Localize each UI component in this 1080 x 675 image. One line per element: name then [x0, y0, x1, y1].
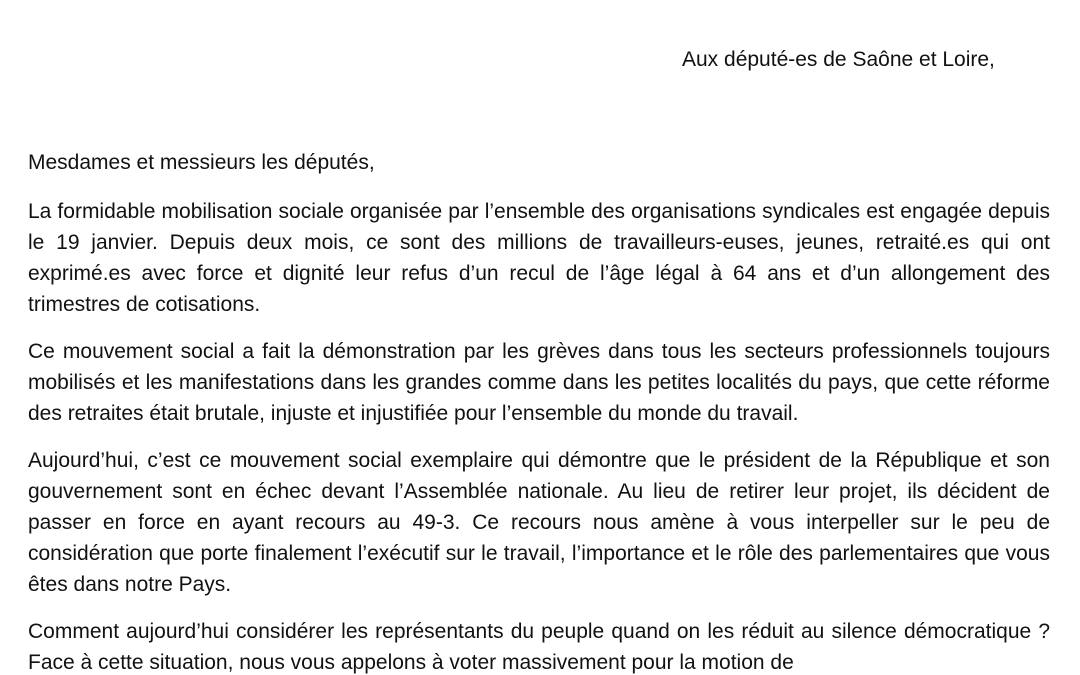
paragraph-comment: Comment aujourd’hui considérer les représentants du peuple quand on les réduit au silence démocratique ? Face à cette situation, nous vous appelons à voter massivement pour la motion de — [28, 620, 1050, 674]
paragraph-mobilisation: La formidable mobilisation sociale organisée par l’ensemble des organisations syndicales est engagée depuis le 19 janvier. Depuis deux mois, ce sont des millions de travailleurs-euses, jeunes, retraité.es qui ont exprimé.es avec force et dignité leur refus d’un recul de l’âge légal à 64 ans et d’un allongement des trimestres de cotisations. — [28, 200, 1050, 316]
salutation: Mesdames et messieurs les députés, — [28, 151, 375, 174]
paragraph-aujourdhui: Aujourd’hui, c’est ce mouvement social exemplaire qui démontre que le président de la République et son gouvernement sont en échec devant l’Assemblée nationale. Au lieu de retirer leur projet, ils décident de passer en force en ayant recours au 49-3. Ce recours nous amène à vous interpeller sur le peu de considération que porte finalement l’exécutif sur le travail, l’importance et le rôle des parlementaires que vous êtes dans notre Pays. — [28, 449, 1050, 596]
addressee-line: Aux député-es de Saône et Loire, — [682, 48, 995, 71]
letter-body — [28, 196, 1050, 675]
paragraph-mouvement-social: Ce mouvement social a fait la démonstration par les grèves dans tous les secteurs professionnels toujours mobilisés et les manifestations dans les grandes comme dans les petites localités du pays, que cette réforme des retraites était brutale, injuste et injustifiée pour l’ensemble du monde du travail. — [28, 340, 1050, 425]
